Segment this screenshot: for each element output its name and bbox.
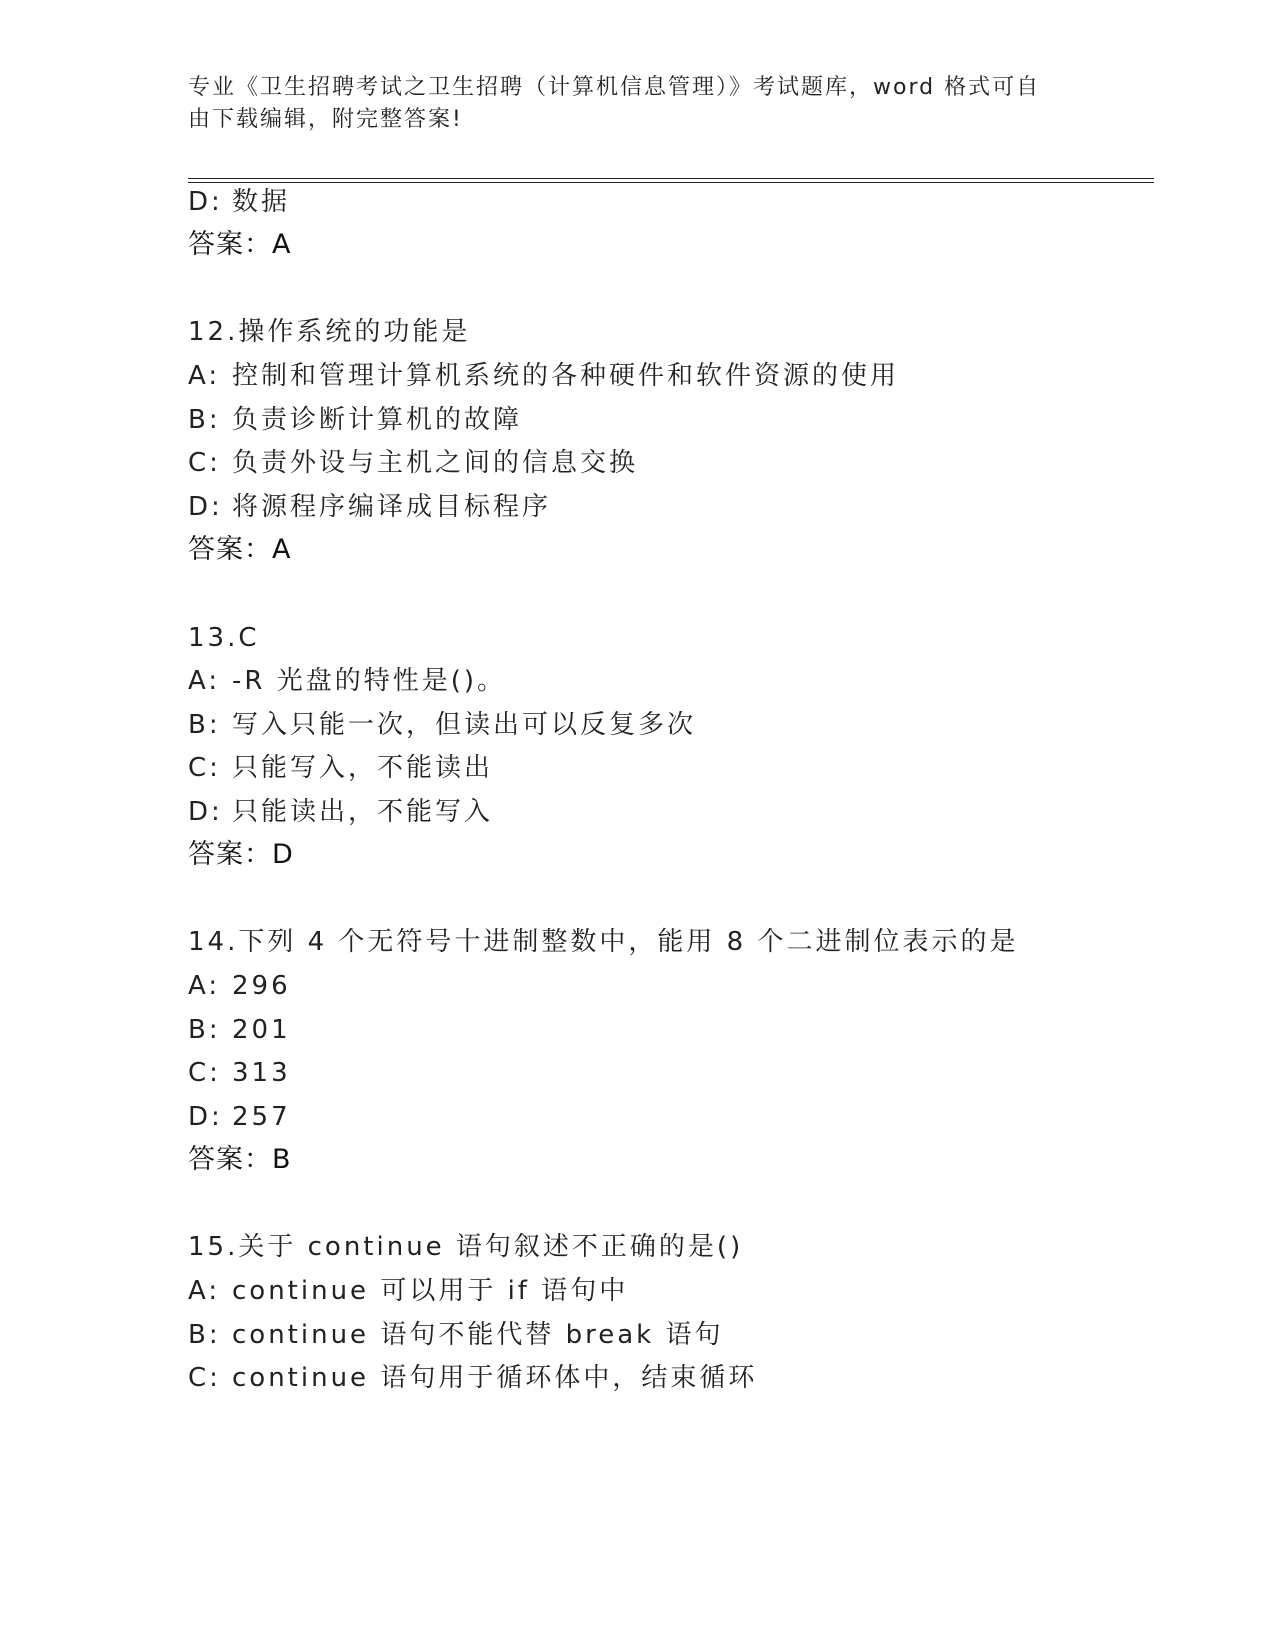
- option-key: D:: [188, 1102, 223, 1132]
- option-b: [188, 708, 696, 742]
- option-text: 只能写入，不能读出: [232, 753, 494, 783]
- question-stem: 15.关于 continue 语句叙述不正确的是(): [188, 1232, 744, 1262]
- document-header: [188, 72, 1068, 136]
- option-c: [188, 446, 638, 480]
- option-a: [188, 664, 506, 698]
- option-key: A:: [188, 361, 221, 391]
- option-d: [188, 795, 493, 829]
- option-text: 313: [232, 1058, 291, 1088]
- option-text: 数据: [232, 187, 291, 217]
- option-text: 只能读出，不能写入: [232, 797, 494, 827]
- option-key: D:: [188, 187, 223, 217]
- option-text: -R 光盘的特性是()。: [232, 666, 506, 696]
- option-text: continue 语句用于循环体中，结束循环: [232, 1363, 758, 1393]
- option-key: B:: [188, 710, 221, 740]
- header-line-1: 专业《卫生招聘考试之卫生招聘（计算机信息管理）》考试题库，word 格式可自: [188, 75, 1041, 100]
- option-key: C:: [188, 1058, 221, 1088]
- option-text: 负责外设与主机之间的信息交换: [232, 448, 639, 478]
- question-stem: 14.下列 4 个无符号十进制整数中，能用 8 个二进制位表示的是: [188, 927, 1019, 957]
- option-text: continue 可以用于 if 语句中: [232, 1276, 629, 1306]
- option-text: 257: [232, 1102, 291, 1132]
- answer-line: 答案：A: [188, 534, 292, 565]
- option-key: C:: [188, 448, 221, 478]
- question-stem: 13.C: [188, 623, 260, 653]
- question-stem: 12.操作系统的功能是: [188, 317, 471, 347]
- option-c: [188, 1361, 757, 1395]
- option-b: [188, 1318, 723, 1352]
- option-key: C:: [188, 1363, 221, 1393]
- option-text: 控制和管理计算机系统的各种硬件和软件资源的使用: [232, 361, 900, 391]
- option-text: continue 语句不能代替 break 语句: [232, 1320, 724, 1350]
- option-key: D:: [188, 797, 223, 827]
- option-a: [188, 1274, 628, 1308]
- option-key: D:: [188, 492, 223, 522]
- answer-line: 答案：B: [188, 1144, 292, 1175]
- option-d: [188, 490, 551, 524]
- option-text: 写入只能一次，但读出可以反复多次: [232, 710, 697, 740]
- option-key: A:: [188, 666, 221, 696]
- option-c: [188, 751, 493, 785]
- option-key: C:: [188, 753, 221, 783]
- answer-line: 答案：A: [188, 229, 292, 260]
- option-key: B:: [188, 405, 221, 435]
- answer-line: 答案：D: [188, 839, 294, 870]
- option-a: [188, 969, 291, 1003]
- option-b: [188, 1013, 291, 1047]
- option-text: 296: [232, 971, 291, 1001]
- header-divider-bottom: [188, 182, 1154, 183]
- option-text: 201: [232, 1015, 291, 1045]
- option-b: [188, 403, 522, 437]
- header-divider-top: [188, 178, 1154, 179]
- option-key: B:: [188, 1015, 221, 1045]
- option-c: [188, 1056, 291, 1090]
- option-text: 将源程序编译成目标程序: [232, 492, 552, 522]
- option-a: [188, 359, 899, 393]
- option-key: A:: [188, 1276, 221, 1306]
- header-line-2: 由下载编辑，附完整答案!: [188, 107, 463, 132]
- option-key: A:: [188, 971, 221, 1001]
- option-d: [188, 185, 290, 219]
- option-d: [188, 1100, 291, 1134]
- option-key: B:: [188, 1320, 221, 1350]
- option-text: 负责诊断计算机的故障: [232, 405, 523, 435]
